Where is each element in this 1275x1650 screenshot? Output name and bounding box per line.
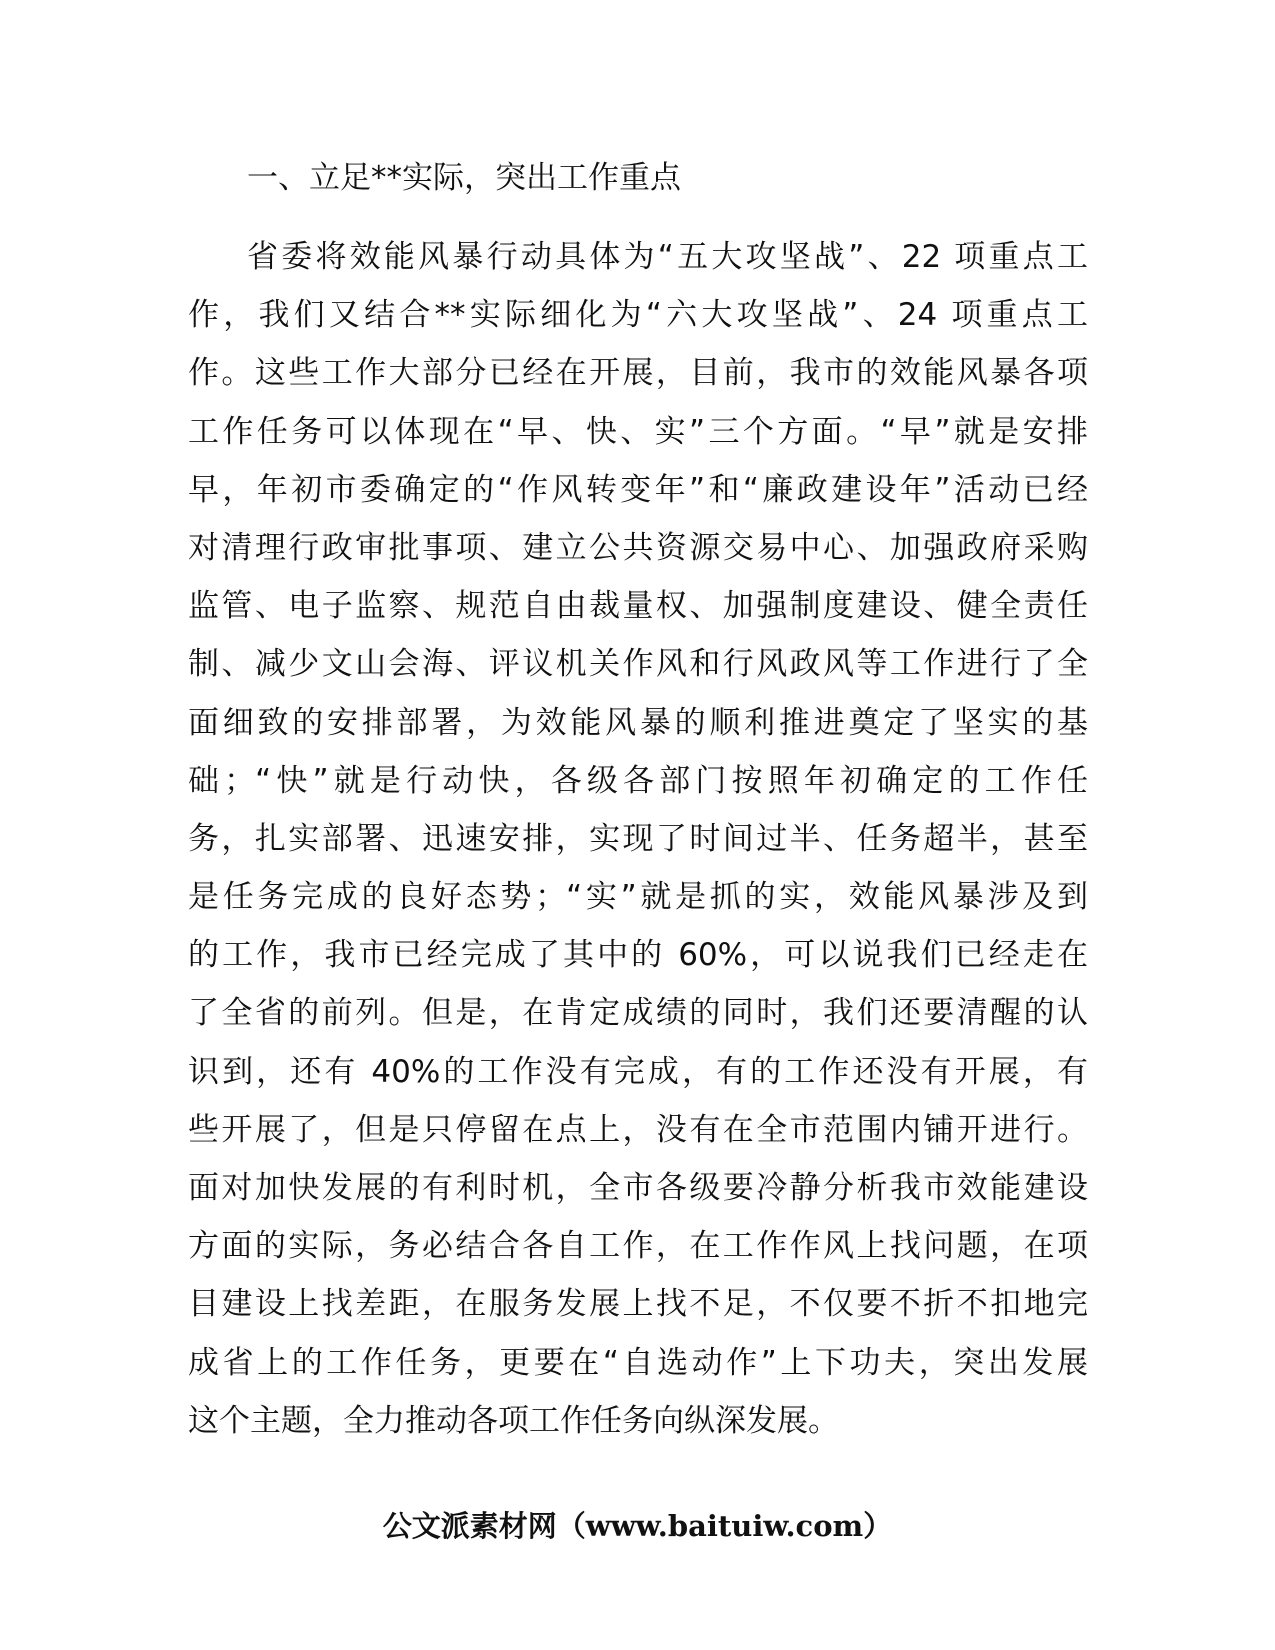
paragraph-line: 作。这些工作大部分已经在开展，目前，我市的效能风暴各项 <box>188 355 1088 392</box>
paragraph-line: 的工作，我市已经完成了其中的 60%，可以说我们已经走在 <box>188 937 1088 974</box>
paragraph-line: 成省上的工作任务，更要在“自选动作”上下功夫，突出发展 <box>188 1344 1088 1381</box>
paragraph-line: 础；“快”就是行动快，各级各部门按照年初确定的工作任 <box>188 762 1088 799</box>
paragraph-line: 省委将效能风暴行动具体为“五大攻坚战”、22 项重点工 <box>247 239 1088 275</box>
paragraph-line: 识到，还有 40%的工作没有完成，有的工作还没有开展，有 <box>188 1053 1088 1090</box>
paragraph-line: 务，扎实部署、迅速安排，实现了时间过半、任务超半，甚至 <box>188 820 1088 857</box>
paragraph-line: 了全省的前列。但是，在肯定成绩的同时，我们还要清醒的认 <box>188 995 1088 1032</box>
section-heading: 一、立足**实际，突出工作重点 <box>247 160 681 196</box>
page-footer: 公文派素材网（www.baituiw.com） <box>382 1509 893 1543</box>
paragraph-line: 些开展了，但是只停留在点上，没有在全市范围内铺开进行。 <box>188 1111 1088 1148</box>
paragraph-line: 制、减少文山会海、评议机关作风和行风政风等工作进行了全 <box>188 646 1088 683</box>
paragraph-line: 方面的实际，务必结合各自工作，在工作作风上找问题，在项 <box>188 1228 1088 1265</box>
paragraph-line: 早，年初市委确定的“作风转变年”和“廉政建设年”活动已经 <box>188 471 1088 508</box>
paragraph-line: 监管、电子监察、规范自由裁量权、加强制度建设、健全责任 <box>188 588 1088 625</box>
paragraph-line: 面细致的安排部署，为效能风暴的顺利推进奠定了坚实的基 <box>188 704 1088 741</box>
paragraph-line: 作，我们又结合**实际细化为“六大攻坚战”、24 项重点工 <box>188 297 1088 334</box>
paragraph-line: 目建设上找差距，在服务发展上找不足，不仅要不折不扣地完 <box>188 1286 1088 1323</box>
body-paragraph <box>188 228 1088 1450</box>
paragraph-line: 是任务完成的良好态势；“实”就是抓的实，效能风暴涉及到 <box>188 879 1088 916</box>
paragraph-line: 对清理行政审批事项、建立公共资源交易中心、加强政府采购 <box>188 529 1088 566</box>
paragraph-line: 面对加快发展的有利时机，全市各级要冷静分析我市效能建设 <box>188 1170 1088 1206</box>
paragraph-line: 工作任务可以体现在“早、快、实”三个方面。“早”就是安排 <box>188 413 1088 450</box>
paragraph-line: 这个主题，全力推动各项工作任务向纵深发展。 <box>188 1402 839 1439</box>
